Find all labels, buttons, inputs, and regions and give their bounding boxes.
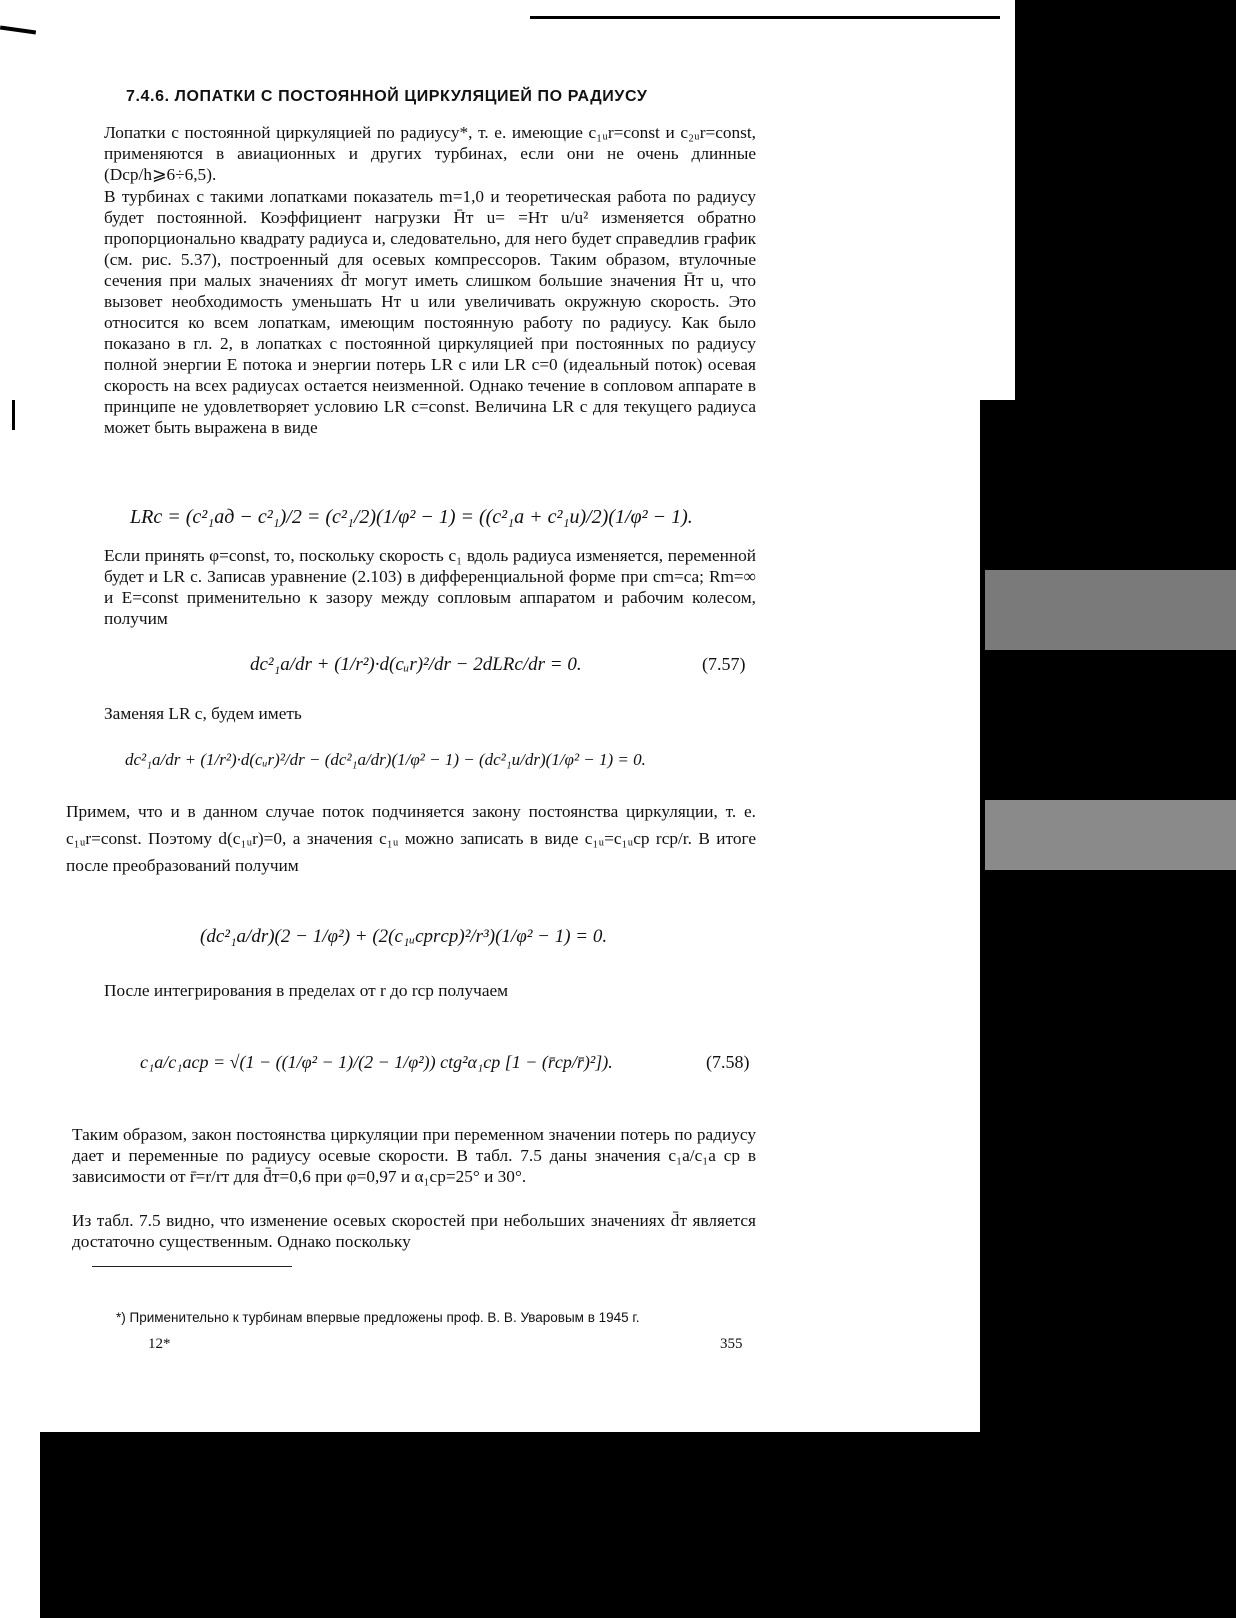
scan-bottom-border <box>40 1432 1236 1618</box>
scan-top-right-gray <box>932 0 980 1432</box>
paragraph-7: Таким образом, закон постоянства циркуляции при переменном значении потерь по радиусу дает и переменные по радиусу осевые скорости. В табл. 7.5 даны значения c₁a/c₁a ср в зависимости от r̄=r/rт для d̄т=0,6 при φ=0,97 и α₁ср=25° и 30°. <box>72 1125 756 1186</box>
paragraph-2: В турбинах с такими лопатками показатель m=1,0 и теоретическая работа по радиусу будет постоянной. Коэффициент нагрузки H̄т u= =Hт u/u² изменяется обратно пропорционально квадрату радиуса и, следовательно, для него будет справедлив график (см. рис. 5.37), построенный для осевых компрессоров. Таким образом, втулочные сечения при малых значениях d̄т могут иметь слишком большие значения H̄т u, что вызовет необходимость уменьшать Hт u или увеличивать окружную скорость. Это относится ко всем лопаткам, имеющим постоянную работу по радиусу. Как было показано в гл. 2, в лопатках с постоянной циркуляцией при постоянных по радиусу полной энергии E потока и энергии потерь LR c или LR c=0 (идеальный поток) осевая скорость на всех радиусах остается неизменной. Однако течение в сопловом аппарате в принципе не удовлетворяет условию LR c=const. Величина LR c для текущего радиуса может быть выражена в виде <box>104 187 756 437</box>
equation-number-758: (7.58) <box>706 1052 750 1072</box>
scan-gray-band-2 <box>985 800 1236 870</box>
paragraph-3: Если принять φ=const, то, поскольку скорость c₁ вдоль радиуса изменяется, переменной будет и LR c. Записав уравнение (2.103) в дифференциальной форме при cm=ca; Rm=∞ и E=const применительно к зазору между сопловым аппаратом и рабочим колесом, получим <box>104 546 756 628</box>
footnote: *) Применительно к турбинам впервые предложены проф. В. В. Уваровым в 1945 г. <box>116 1310 640 1325</box>
footnote-rule <box>92 1266 292 1267</box>
page-number: 355 <box>720 1336 743 1352</box>
equation-substituted: dc²₁a/dr + (1/r²)·d(cᵤr)²/dr − (dc²₁a/dr)(1/φ² − 1) − (dc²₁u/dr)(1/φ² − 1) = 0. <box>125 750 646 769</box>
paragraph-6: После интегрирования в пределах от r до rср получаем <box>104 981 509 1000</box>
scan-gray-band-1 <box>985 570 1236 650</box>
scan-top-rule <box>530 16 1000 19</box>
equation-transformed: (dc²₁a/dr)(2 − 1/φ²) + (2(c₁ᵤсрrср)²/r³)(1/φ² − 1) = 0. <box>200 926 608 947</box>
equation-757: dc²₁a/dr + (1/r²)·d(cᵤr)²/dr − 2dLRc/dr = 0. <box>250 654 582 675</box>
signature-mark: 12* <box>148 1336 171 1352</box>
paragraph-8: Из табл. 7.5 видно, что изменение осевых скоростей при небольших значениях d̄т является достаточно существенным. Однако поскольку <box>72 1211 756 1251</box>
paragraph-4: Заменяя LR c, будем иметь <box>104 704 302 723</box>
scan-top-left-mark <box>0 26 36 35</box>
paragraph-1: Лопатки с постоянной циркуляцией по радиусу*, т. е. имеющие c₁ᵤr=const и c₂ᵤr=const, применяются в авиационных и других турбинах, если они не очень длинные (Dср/h⩾6÷6,5). <box>104 123 756 184</box>
paragraph-5: Примем, что и в данном случае поток подчиняется закону постоянства циркуляции, т. е. c₁ᵤr=const. Поэтому d(c₁ᵤr)=0, а значения c₁ᵤ можно записать в виде c₁ᵤ=c₁ᵤср rср/r. В итоге после преобразований получим <box>66 802 756 875</box>
scan-left-tick <box>12 400 15 430</box>
equation-758: c₁a/c₁aср = √(1 − ((1/φ² − 1)/(2 − 1/φ²)) ctg²α₁ср [1 − (r̄ср/r̄)²]). <box>140 1052 613 1072</box>
equation-lrc: LRc = (c²₁ад − c²₁)/2 = (c²₁/2)(1/φ² − 1) = ((c²₁a + c²₁u)/2)(1/φ² − 1). <box>130 506 693 528</box>
equation-number-757: (7.57) <box>702 654 746 674</box>
section-heading: 7.4.6. ЛОПАТКИ С ПОСТОЯННОЙ ЦИРКУЛЯЦИЕЙ ПО РАДИУСУ <box>126 88 648 105</box>
scan-white-wedge <box>975 0 1015 400</box>
